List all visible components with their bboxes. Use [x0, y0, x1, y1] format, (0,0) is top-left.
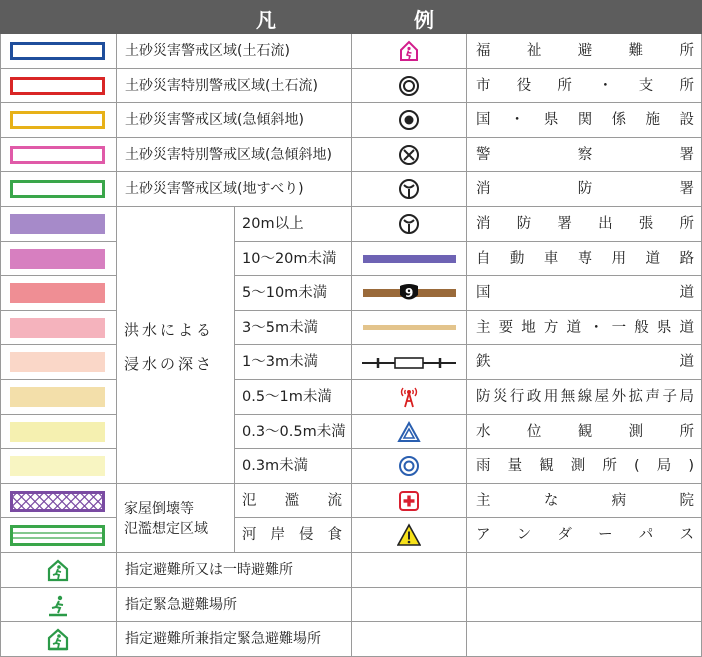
legend-header [0, 0, 702, 34]
rain-gauge-icon [397, 454, 421, 478]
evacuation-running-person-icon [46, 593, 70, 617]
label-glyph: 無 [560, 389, 576, 405]
label-glyph: 侵 [299, 527, 314, 544]
label-glyph: 屋 [594, 389, 610, 405]
label-glyph: 自 [476, 250, 491, 267]
evacuation-label: 指定緊急避難場所 [125, 596, 237, 613]
house-item-label [242, 492, 342, 510]
label-glyph: 政 [526, 389, 542, 405]
prefectural-road-line-icon [363, 325, 456, 330]
police-icon [397, 143, 421, 167]
label-glyph: 国 [476, 112, 491, 129]
label-glyph: 岸 [270, 527, 285, 544]
hospital-icon [397, 489, 421, 513]
label-glyph: ・ [509, 112, 525, 129]
flood-depth-swatch [10, 318, 105, 338]
label-glyph: 道 [645, 250, 661, 267]
flood-depth-label: 0.3～0.5m未満 [242, 423, 346, 440]
label-glyph: 路 [679, 250, 694, 267]
empty-cell [467, 588, 702, 623]
label-glyph: 主 [476, 319, 491, 336]
flood-depth-label: 0.5～1m未満 [242, 389, 332, 405]
government-facility-icon [397, 108, 421, 132]
area-outline-swatch [10, 146, 105, 164]
label-glyph: ー [598, 527, 613, 544]
label-glyph: ・ [598, 77, 613, 94]
area-outline-swatch [10, 180, 105, 198]
label-glyph: 道 [566, 319, 581, 336]
facility-label [476, 388, 694, 406]
flood-depth-swatch [10, 283, 105, 303]
facility-label [476, 423, 694, 441]
label-glyph: 濫 [284, 492, 300, 509]
house-item-label [242, 526, 342, 544]
underpass-warning-icon [397, 523, 421, 547]
flood-depth-swatch [10, 352, 105, 372]
facility-label [476, 457, 694, 475]
flood-group-label: 浸水の深さ [124, 355, 215, 374]
label-glyph: 祉 [526, 43, 542, 59]
flood-depth-swatch [10, 422, 105, 442]
radio-tower-icon [397, 385, 421, 409]
house-group-label: 氾濫想定区域 [124, 520, 208, 537]
area-label: 土砂災害警戒区域(地すべり) [125, 181, 304, 198]
label-glyph: 量 [507, 458, 523, 475]
label-glyph: 防 [516, 216, 532, 232]
label-glyph: 係 [611, 112, 627, 129]
facility-label [476, 111, 694, 129]
empty-cell [352, 588, 467, 623]
label-glyph: 用 [543, 389, 559, 405]
label-glyph: 主 [476, 492, 491, 509]
label-glyph: 国 [476, 285, 491, 302]
area-label: 土砂災害警戒区域(急傾斜地) [125, 112, 304, 129]
empty-cell [467, 622, 702, 657]
label-glyph: 署 [679, 146, 694, 163]
label-glyph: 県 [543, 112, 559, 129]
label-glyph: 雨 [476, 458, 491, 475]
table-left-border [0, 34, 1, 657]
empty-cell [352, 622, 467, 657]
label-glyph: ス [679, 527, 694, 544]
label-glyph: 行 [509, 389, 525, 405]
facility-label [476, 180, 694, 198]
label-glyph: 災 [492, 389, 508, 405]
label-glyph: 流 [327, 492, 342, 509]
evacuation-house-combined-icon [46, 627, 70, 651]
flood-depth-swatch [10, 214, 105, 234]
label-glyph: 鉄 [476, 354, 491, 371]
area-label: 土砂災害警戒区域(土石流) [125, 43, 290, 59]
empty-cell [352, 553, 467, 588]
label-glyph: 局 [679, 389, 694, 405]
house-group-label: 家屋倒壊等 [124, 500, 194, 517]
flood-group-label: 洪水による [124, 320, 215, 339]
city-office-icon [397, 74, 421, 98]
label-glyph: 院 [679, 492, 694, 509]
label-glyph: 所 [679, 43, 694, 59]
label-glyph: 支 [638, 77, 654, 94]
legend-title-right: 例 [414, 8, 434, 32]
legend-title-left: 凡 [256, 8, 276, 32]
label-glyph: 線 [577, 389, 593, 405]
label-glyph: 張 [638, 216, 654, 232]
area-label: 土砂災害特別警戒区域(土石流) [125, 77, 318, 94]
facility-label [476, 42, 694, 60]
bank-erosion-stripe-swatch [10, 525, 105, 546]
label-glyph: パ [638, 527, 654, 544]
facility-label [476, 319, 694, 337]
label-glyph: 専 [577, 250, 593, 267]
label-glyph: 施 [645, 112, 661, 129]
label-glyph: 設 [679, 112, 694, 129]
label-glyph: 出 [598, 216, 613, 232]
label-glyph: 所 [602, 458, 617, 475]
facility-label [476, 526, 694, 544]
label-glyph: 外 [611, 389, 627, 405]
label-glyph: ・ [589, 319, 604, 336]
label-glyph: 食 [327, 527, 342, 544]
flood-flow-hatch-swatch [10, 491, 105, 512]
water-level-station-icon [397, 420, 421, 444]
house-group-cell [117, 484, 235, 553]
label-glyph: 署 [679, 181, 694, 198]
label-glyph: 地 [521, 319, 536, 336]
label-glyph: 道 [679, 354, 694, 371]
label-glyph: 方 [543, 319, 559, 336]
label-glyph: な [543, 492, 559, 509]
label-glyph: 動 [509, 250, 525, 267]
evacuation-label: 指定避難所又は一時避難所 [125, 562, 293, 578]
label-glyph: 所 [679, 216, 694, 232]
route-number: 9 [405, 286, 414, 301]
label-glyph: 道 [679, 319, 694, 336]
evacuation-house-icon [46, 558, 70, 582]
label-glyph: 河 [242, 527, 257, 544]
label-glyph: 所 [557, 77, 572, 94]
label-glyph: 避 [577, 43, 593, 59]
flood-group-cell [117, 207, 235, 484]
flood-depth-swatch [10, 456, 105, 476]
facility-label [476, 353, 694, 371]
label-glyph: 市 [476, 77, 491, 94]
label-glyph: 車 [543, 250, 559, 267]
fire-branch-icon [397, 212, 421, 236]
label-glyph: 役 [516, 77, 532, 94]
label-glyph: 病 [611, 492, 627, 509]
label-glyph: ( [633, 458, 640, 475]
label-glyph: 察 [577, 146, 593, 163]
label-glyph: 所 [679, 423, 694, 440]
welfare-shelter-icon [397, 39, 421, 63]
facility-label [476, 77, 694, 95]
facility-label [476, 250, 694, 268]
label-glyph: 道 [679, 285, 694, 302]
flood-depth-swatch [10, 249, 105, 269]
label-glyph: 防 [577, 181, 593, 198]
label-glyph: 難 [628, 43, 644, 59]
label-glyph: 観 [539, 458, 554, 475]
label-glyph: 般 [634, 319, 649, 336]
area-label: 土砂災害特別警戒区域(急傾斜地) [125, 146, 332, 163]
label-glyph: 署 [557, 216, 572, 232]
flood-depth-label: 10～20m未満 [242, 250, 337, 267]
label-glyph: 警 [476, 146, 491, 163]
flood-depth-swatch [10, 387, 105, 407]
label-glyph: 測 [628, 423, 644, 440]
label-glyph: 所 [679, 77, 694, 94]
label-glyph: 声 [645, 389, 661, 405]
label-glyph: 要 [498, 319, 514, 336]
fire-station-icon [397, 177, 421, 201]
area-outline-swatch [10, 77, 105, 95]
label-glyph: 福 [476, 43, 491, 59]
label-glyph: 一 [611, 319, 627, 336]
area-outline-swatch [10, 111, 105, 129]
label-glyph: 県 [656, 319, 672, 336]
label-glyph: 観 [577, 423, 593, 440]
label-glyph: 関 [577, 112, 593, 129]
label-glyph: ダ [557, 527, 572, 544]
label-glyph: ) [688, 458, 694, 475]
label-glyph: 位 [526, 423, 542, 440]
label-glyph: 用 [611, 250, 627, 267]
label-glyph: 氾 [242, 492, 257, 509]
facility-label [476, 215, 694, 233]
label-glyph: 消 [476, 181, 491, 198]
label-glyph: 水 [476, 423, 491, 440]
evacuation-label: 指定避難所兼指定緊急避難場所 [125, 631, 321, 648]
label-glyph: 防 [476, 389, 491, 405]
flood-depth-label: 3～5m未満 [242, 319, 319, 336]
facility-label [476, 146, 694, 164]
flood-depth-label: 20m以上 [242, 216, 304, 232]
expressway-line-icon [363, 255, 456, 263]
label-glyph: ン [516, 527, 532, 544]
facility-label [476, 284, 694, 302]
flood-depth-label: 1～3m未満 [242, 354, 319, 371]
railway-line-icon [360, 355, 458, 369]
label-glyph: ア [476, 527, 491, 544]
flood-depth-label: 5～10m未満 [242, 285, 328, 302]
facility-label [476, 492, 694, 510]
label-glyph: 測 [570, 458, 586, 475]
label-glyph: 拡 [628, 389, 644, 405]
label-glyph: 局 [656, 458, 672, 475]
area-outline-swatch [10, 42, 105, 60]
flood-depth-label: 0.3m未満 [242, 458, 309, 475]
empty-cell [467, 553, 702, 588]
label-glyph: 消 [476, 216, 491, 232]
label-glyph: 子 [662, 389, 677, 405]
